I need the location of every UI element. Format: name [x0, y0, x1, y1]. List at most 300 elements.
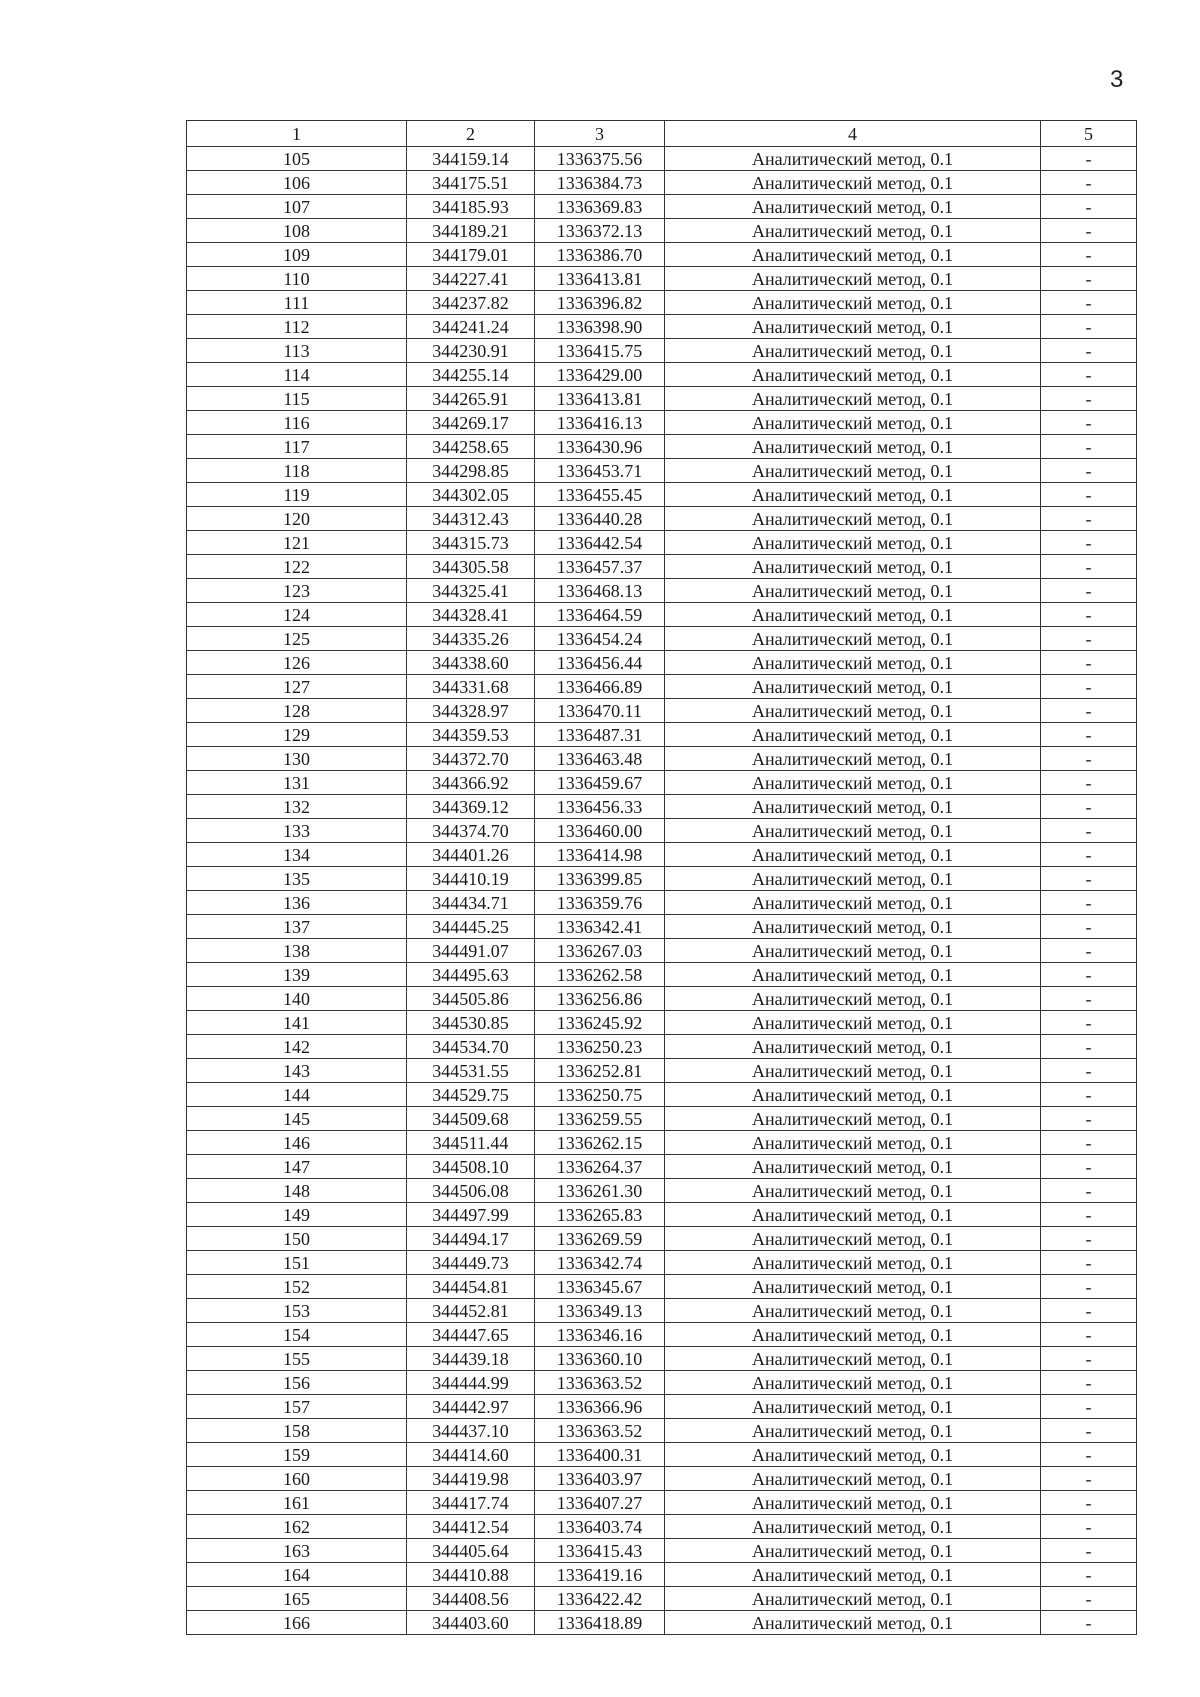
point-number-cell: 150: [187, 1227, 407, 1251]
x-coordinate-cell: 344227.41: [407, 267, 535, 291]
method-cell: Аналитический метод, 0.1: [665, 915, 1041, 939]
x-coordinate-cell: 344331.68: [407, 675, 535, 699]
y-coordinate-cell: 1336262.58: [535, 963, 665, 987]
note-cell: -: [1041, 675, 1137, 699]
method-cell: Аналитический метод, 0.1: [665, 1395, 1041, 1419]
y-coordinate-cell: 1336262.15: [535, 1131, 665, 1155]
note-cell: -: [1041, 627, 1137, 651]
column-header-5: 5: [1041, 121, 1137, 147]
y-coordinate-cell: 1336366.96: [535, 1395, 665, 1419]
method-cell: Аналитический метод, 0.1: [665, 1371, 1041, 1395]
page-number: 3: [1110, 66, 1124, 93]
note-cell: -: [1041, 1011, 1137, 1035]
table-row: [187, 1227, 1137, 1251]
method-cell: Аналитический метод, 0.1: [665, 1539, 1041, 1563]
x-coordinate-cell: 344230.91: [407, 339, 535, 363]
table-row: [187, 411, 1137, 435]
note-cell: -: [1041, 1299, 1137, 1323]
note-cell: -: [1041, 963, 1137, 987]
note-cell: -: [1041, 1251, 1137, 1275]
x-coordinate-cell: 344312.43: [407, 507, 535, 531]
note-cell: -: [1041, 867, 1137, 891]
point-number-cell: 157: [187, 1395, 407, 1419]
table-row: [187, 435, 1137, 459]
note-cell: -: [1041, 891, 1137, 915]
point-number-cell: 162: [187, 1515, 407, 1539]
y-coordinate-cell: 1336454.24: [535, 627, 665, 651]
y-coordinate-cell: 1336345.67: [535, 1275, 665, 1299]
method-cell: Аналитический метод, 0.1: [665, 1587, 1041, 1611]
point-number-cell: 117: [187, 435, 407, 459]
method-cell: Аналитический метод, 0.1: [665, 243, 1041, 267]
method-cell: Аналитический метод, 0.1: [665, 1515, 1041, 1539]
method-cell: Аналитический метод, 0.1: [665, 1059, 1041, 1083]
table-row: [187, 579, 1137, 603]
point-number-cell: 155: [187, 1347, 407, 1371]
table-row: [187, 1059, 1137, 1083]
coordinates-table: [186, 120, 1137, 1635]
y-coordinate-cell: 1336418.89: [535, 1611, 665, 1635]
point-number-cell: 144: [187, 1083, 407, 1107]
table-header-row: [187, 121, 1137, 147]
x-coordinate-cell: 344452.81: [407, 1299, 535, 1323]
note-cell: -: [1041, 195, 1137, 219]
x-coordinate-cell: 344506.08: [407, 1179, 535, 1203]
y-coordinate-cell: 1336464.59: [535, 603, 665, 627]
note-cell: -: [1041, 1395, 1137, 1419]
table-row: [187, 1515, 1137, 1539]
point-number-cell: 141: [187, 1011, 407, 1035]
method-cell: Аналитический метод, 0.1: [665, 195, 1041, 219]
point-number-cell: 114: [187, 363, 407, 387]
method-cell: Аналитический метод, 0.1: [665, 843, 1041, 867]
y-coordinate-cell: 1336250.75: [535, 1083, 665, 1107]
note-cell: -: [1041, 507, 1137, 531]
note-cell: -: [1041, 1563, 1137, 1587]
table-row: [187, 1491, 1137, 1515]
x-coordinate-cell: 344509.68: [407, 1107, 535, 1131]
method-cell: Аналитический метод, 0.1: [665, 219, 1041, 243]
x-coordinate-cell: 344511.44: [407, 1131, 535, 1155]
y-coordinate-cell: 1336399.85: [535, 867, 665, 891]
y-coordinate-cell: 1336252.81: [535, 1059, 665, 1083]
x-coordinate-cell: 344372.70: [407, 747, 535, 771]
y-coordinate-cell: 1336403.97: [535, 1467, 665, 1491]
point-number-cell: 127: [187, 675, 407, 699]
point-number-cell: 133: [187, 819, 407, 843]
method-cell: Аналитический метод, 0.1: [665, 1467, 1041, 1491]
table-row: [187, 675, 1137, 699]
x-coordinate-cell: 344305.58: [407, 555, 535, 579]
method-cell: Аналитический метод, 0.1: [665, 627, 1041, 651]
method-cell: Аналитический метод, 0.1: [665, 1011, 1041, 1035]
method-cell: Аналитический метод, 0.1: [665, 1179, 1041, 1203]
note-cell: -: [1041, 1107, 1137, 1131]
point-number-cell: 161: [187, 1491, 407, 1515]
table-row: [187, 1107, 1137, 1131]
x-coordinate-cell: 344442.97: [407, 1395, 535, 1419]
note-cell: -: [1041, 603, 1137, 627]
y-coordinate-cell: 1336250.23: [535, 1035, 665, 1059]
x-coordinate-cell: 344237.82: [407, 291, 535, 315]
table-row: [187, 915, 1137, 939]
x-coordinate-cell: 344419.98: [407, 1467, 535, 1491]
x-coordinate-cell: 344534.70: [407, 1035, 535, 1059]
point-number-cell: 120: [187, 507, 407, 531]
point-number-cell: 112: [187, 315, 407, 339]
x-coordinate-cell: 344412.54: [407, 1515, 535, 1539]
x-coordinate-cell: 344159.14: [407, 147, 535, 171]
point-number-cell: 126: [187, 651, 407, 675]
x-coordinate-cell: 344410.19: [407, 867, 535, 891]
table-row: [187, 795, 1137, 819]
table-row: [187, 1299, 1137, 1323]
x-coordinate-cell: 344505.86: [407, 987, 535, 1011]
note-cell: -: [1041, 987, 1137, 1011]
method-cell: Аналитический метод, 0.1: [665, 819, 1041, 843]
method-cell: Аналитический метод, 0.1: [665, 1275, 1041, 1299]
table-row: [187, 1323, 1137, 1347]
y-coordinate-cell: 1336363.52: [535, 1419, 665, 1443]
point-number-cell: 154: [187, 1323, 407, 1347]
method-cell: Аналитический метод, 0.1: [665, 1107, 1041, 1131]
x-coordinate-cell: 344265.91: [407, 387, 535, 411]
method-cell: Аналитический метод, 0.1: [665, 171, 1041, 195]
point-number-cell: 119: [187, 483, 407, 507]
note-cell: -: [1041, 747, 1137, 771]
table-row: [187, 147, 1137, 171]
x-coordinate-cell: 344185.93: [407, 195, 535, 219]
method-cell: Аналитический метод, 0.1: [665, 675, 1041, 699]
note-cell: -: [1041, 1131, 1137, 1155]
x-coordinate-cell: 344255.14: [407, 363, 535, 387]
method-cell: Аналитический метод, 0.1: [665, 459, 1041, 483]
point-number-cell: 147: [187, 1155, 407, 1179]
y-coordinate-cell: 1336396.82: [535, 291, 665, 315]
point-number-cell: 111: [187, 291, 407, 315]
x-coordinate-cell: 344405.64: [407, 1539, 535, 1563]
table-row: [187, 219, 1137, 243]
table-row: [187, 483, 1137, 507]
note-cell: -: [1041, 939, 1137, 963]
y-coordinate-cell: 1336369.83: [535, 195, 665, 219]
column-header-2: 2: [407, 121, 535, 147]
method-cell: Аналитический метод, 0.1: [665, 1611, 1041, 1635]
note-cell: -: [1041, 1515, 1137, 1539]
x-coordinate-cell: 344298.85: [407, 459, 535, 483]
table-row: [187, 891, 1137, 915]
note-cell: -: [1041, 339, 1137, 363]
x-coordinate-cell: 344374.70: [407, 819, 535, 843]
point-number-cell: 140: [187, 987, 407, 1011]
y-coordinate-cell: 1336413.81: [535, 267, 665, 291]
y-coordinate-cell: 1336430.96: [535, 435, 665, 459]
y-coordinate-cell: 1336359.76: [535, 891, 665, 915]
column-header-4: 4: [665, 121, 1041, 147]
x-coordinate-cell: 344241.24: [407, 315, 535, 339]
note-cell: -: [1041, 1323, 1137, 1347]
method-cell: Аналитический метод, 0.1: [665, 555, 1041, 579]
y-coordinate-cell: 1336455.45: [535, 483, 665, 507]
method-cell: Аналитический метод, 0.1: [665, 1083, 1041, 1107]
point-number-cell: 148: [187, 1179, 407, 1203]
method-cell: Аналитический метод, 0.1: [665, 411, 1041, 435]
table-row: [187, 1371, 1137, 1395]
point-number-cell: 125: [187, 627, 407, 651]
method-cell: Аналитический метод, 0.1: [665, 315, 1041, 339]
point-number-cell: 107: [187, 195, 407, 219]
point-number-cell: 123: [187, 579, 407, 603]
table-row: [187, 867, 1137, 891]
point-number-cell: 149: [187, 1203, 407, 1227]
note-cell: -: [1041, 387, 1137, 411]
note-cell: -: [1041, 411, 1137, 435]
note-cell: -: [1041, 1347, 1137, 1371]
note-cell: -: [1041, 1419, 1137, 1443]
point-number-cell: 137: [187, 915, 407, 939]
y-coordinate-cell: 1336349.13: [535, 1299, 665, 1323]
table-row: [187, 1395, 1137, 1419]
table-row: [187, 603, 1137, 627]
point-number-cell: 116: [187, 411, 407, 435]
method-cell: Аналитический метод, 0.1: [665, 891, 1041, 915]
note-cell: -: [1041, 1467, 1137, 1491]
note-cell: -: [1041, 1179, 1137, 1203]
method-cell: Аналитический метод, 0.1: [665, 291, 1041, 315]
method-cell: Аналитический метод, 0.1: [665, 699, 1041, 723]
note-cell: -: [1041, 555, 1137, 579]
point-number-cell: 122: [187, 555, 407, 579]
x-coordinate-cell: 344328.97: [407, 699, 535, 723]
table-row: [187, 1611, 1137, 1635]
method-cell: Аналитический метод, 0.1: [665, 1347, 1041, 1371]
column-header-3: 3: [535, 121, 665, 147]
y-coordinate-cell: 1336267.03: [535, 939, 665, 963]
table-row: [187, 771, 1137, 795]
method-cell: Аналитический метод, 0.1: [665, 435, 1041, 459]
y-coordinate-cell: 1336414.98: [535, 843, 665, 867]
note-cell: -: [1041, 723, 1137, 747]
point-number-cell: 164: [187, 1563, 407, 1587]
table-row: [187, 1467, 1137, 1491]
table-row: [187, 987, 1137, 1011]
note-cell: -: [1041, 579, 1137, 603]
x-coordinate-cell: 344417.74: [407, 1491, 535, 1515]
table-row: [187, 1179, 1137, 1203]
note-cell: -: [1041, 1155, 1137, 1179]
point-number-cell: 134: [187, 843, 407, 867]
y-coordinate-cell: 1336415.43: [535, 1539, 665, 1563]
x-coordinate-cell: 344508.10: [407, 1155, 535, 1179]
table-row: [187, 363, 1137, 387]
table-row: [187, 723, 1137, 747]
table-row: [187, 1275, 1137, 1299]
x-coordinate-cell: 344529.75: [407, 1083, 535, 1107]
x-coordinate-cell: 344434.71: [407, 891, 535, 915]
table-row: [187, 963, 1137, 987]
y-coordinate-cell: 1336457.37: [535, 555, 665, 579]
x-coordinate-cell: 344328.41: [407, 603, 535, 627]
point-number-cell: 106: [187, 171, 407, 195]
y-coordinate-cell: 1336460.00: [535, 819, 665, 843]
table-row: [187, 1539, 1137, 1563]
point-number-cell: 158: [187, 1419, 407, 1443]
point-number-cell: 153: [187, 1299, 407, 1323]
method-cell: Аналитический метод, 0.1: [665, 1251, 1041, 1275]
method-cell: Аналитический метод, 0.1: [665, 1419, 1041, 1443]
method-cell: Аналитический метод, 0.1: [665, 147, 1041, 171]
x-coordinate-cell: 344258.65: [407, 435, 535, 459]
x-coordinate-cell: 344189.21: [407, 219, 535, 243]
y-coordinate-cell: 1336342.41: [535, 915, 665, 939]
note-cell: -: [1041, 531, 1137, 555]
y-coordinate-cell: 1336384.73: [535, 171, 665, 195]
note-cell: -: [1041, 483, 1137, 507]
x-coordinate-cell: 344439.18: [407, 1347, 535, 1371]
y-coordinate-cell: 1336398.90: [535, 315, 665, 339]
note-cell: -: [1041, 219, 1137, 243]
x-coordinate-cell: 344495.63: [407, 963, 535, 987]
point-number-cell: 151: [187, 1251, 407, 1275]
point-number-cell: 110: [187, 267, 407, 291]
y-coordinate-cell: 1336360.10: [535, 1347, 665, 1371]
y-coordinate-cell: 1336245.92: [535, 1011, 665, 1035]
x-coordinate-cell: 344410.88: [407, 1563, 535, 1587]
method-cell: Аналитический метод, 0.1: [665, 267, 1041, 291]
note-cell: -: [1041, 1491, 1137, 1515]
y-coordinate-cell: 1336375.56: [535, 147, 665, 171]
y-coordinate-cell: 1336470.11: [535, 699, 665, 723]
table-row: [187, 507, 1137, 531]
note-cell: -: [1041, 291, 1137, 315]
y-coordinate-cell: 1336416.13: [535, 411, 665, 435]
table-row: [187, 699, 1137, 723]
point-number-cell: 139: [187, 963, 407, 987]
note-cell: -: [1041, 147, 1137, 171]
note-cell: -: [1041, 1059, 1137, 1083]
note-cell: -: [1041, 1035, 1137, 1059]
y-coordinate-cell: 1336456.33: [535, 795, 665, 819]
method-cell: Аналитический метод, 0.1: [665, 1035, 1041, 1059]
y-coordinate-cell: 1336463.48: [535, 747, 665, 771]
x-coordinate-cell: 344401.26: [407, 843, 535, 867]
point-number-cell: 136: [187, 891, 407, 915]
table-row: [187, 171, 1137, 195]
x-coordinate-cell: 344444.99: [407, 1371, 535, 1395]
note-cell: -: [1041, 1611, 1137, 1635]
method-cell: Аналитический метод, 0.1: [665, 723, 1041, 747]
table-row: [187, 1035, 1137, 1059]
point-number-cell: 146: [187, 1131, 407, 1155]
y-coordinate-cell: 1336413.81: [535, 387, 665, 411]
x-coordinate-cell: 344530.85: [407, 1011, 535, 1035]
y-coordinate-cell: 1336386.70: [535, 243, 665, 267]
method-cell: Аналитический метод, 0.1: [665, 651, 1041, 675]
x-coordinate-cell: 344335.26: [407, 627, 535, 651]
table-row: [187, 291, 1137, 315]
x-coordinate-cell: 344369.12: [407, 795, 535, 819]
table-row: [187, 939, 1137, 963]
table-row: [187, 843, 1137, 867]
x-coordinate-cell: 344531.55: [407, 1059, 535, 1083]
point-number-cell: 152: [187, 1275, 407, 1299]
x-coordinate-cell: 344494.17: [407, 1227, 535, 1251]
point-number-cell: 130: [187, 747, 407, 771]
table-body: [187, 147, 1137, 1635]
x-coordinate-cell: 344403.60: [407, 1611, 535, 1635]
method-cell: Аналитический метод, 0.1: [665, 795, 1041, 819]
method-cell: Аналитический метод, 0.1: [665, 1299, 1041, 1323]
table-row: [187, 387, 1137, 411]
note-cell: -: [1041, 1587, 1137, 1611]
x-coordinate-cell: 344449.73: [407, 1251, 535, 1275]
note-cell: -: [1041, 1275, 1137, 1299]
table-row: [187, 315, 1137, 339]
note-cell: -: [1041, 915, 1137, 939]
table-row: [187, 1155, 1137, 1179]
point-number-cell: 131: [187, 771, 407, 795]
point-number-cell: 115: [187, 387, 407, 411]
x-coordinate-cell: 344338.60: [407, 651, 535, 675]
note-cell: -: [1041, 1371, 1137, 1395]
method-cell: Аналитический метод, 0.1: [665, 1227, 1041, 1251]
point-number-cell: 165: [187, 1587, 407, 1611]
x-coordinate-cell: 344302.05: [407, 483, 535, 507]
table-row: [187, 1083, 1137, 1107]
x-coordinate-cell: 344359.53: [407, 723, 535, 747]
y-coordinate-cell: 1336265.83: [535, 1203, 665, 1227]
y-coordinate-cell: 1336259.55: [535, 1107, 665, 1131]
note-cell: -: [1041, 171, 1137, 195]
method-cell: Аналитический метод, 0.1: [665, 579, 1041, 603]
method-cell: Аналитический метод, 0.1: [665, 1155, 1041, 1179]
point-number-cell: 128: [187, 699, 407, 723]
point-number-cell: 166: [187, 1611, 407, 1635]
table-row: [187, 243, 1137, 267]
point-number-cell: 142: [187, 1035, 407, 1059]
table-row: [187, 651, 1137, 675]
method-cell: Аналитический метод, 0.1: [665, 531, 1041, 555]
method-cell: Аналитический метод, 0.1: [665, 1323, 1041, 1347]
method-cell: Аналитический метод, 0.1: [665, 747, 1041, 771]
note-cell: -: [1041, 1443, 1137, 1467]
point-number-cell: 118: [187, 459, 407, 483]
x-coordinate-cell: 344179.01: [407, 243, 535, 267]
note-cell: -: [1041, 651, 1137, 675]
y-coordinate-cell: 1336372.13: [535, 219, 665, 243]
point-number-cell: 105: [187, 147, 407, 171]
table-row: [187, 747, 1137, 771]
note-cell: -: [1041, 795, 1137, 819]
y-coordinate-cell: 1336403.74: [535, 1515, 665, 1539]
method-cell: Аналитический метод, 0.1: [665, 1491, 1041, 1515]
y-coordinate-cell: 1336261.30: [535, 1179, 665, 1203]
method-cell: Аналитический метод, 0.1: [665, 603, 1041, 627]
note-cell: -: [1041, 1083, 1137, 1107]
table-row: [187, 555, 1137, 579]
note-cell: -: [1041, 1539, 1137, 1563]
x-coordinate-cell: 344437.10: [407, 1419, 535, 1443]
method-cell: Аналитический метод, 0.1: [665, 771, 1041, 795]
x-coordinate-cell: 344414.60: [407, 1443, 535, 1467]
y-coordinate-cell: 1336453.71: [535, 459, 665, 483]
method-cell: Аналитический метод, 0.1: [665, 987, 1041, 1011]
table-row: [187, 1419, 1137, 1443]
table-row: [187, 1347, 1137, 1371]
y-coordinate-cell: 1336363.52: [535, 1371, 665, 1395]
method-cell: Аналитический метод, 0.1: [665, 1131, 1041, 1155]
method-cell: Аналитический метод, 0.1: [665, 1563, 1041, 1587]
